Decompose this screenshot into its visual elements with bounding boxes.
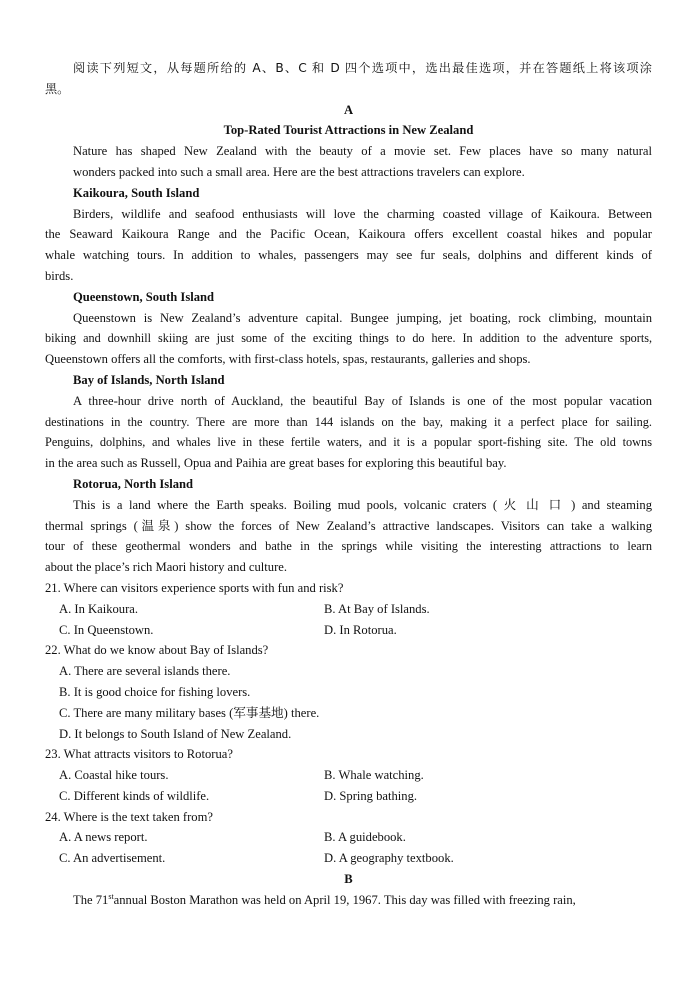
option-a[interactable]: A. In Kaikoura.	[59, 601, 139, 616]
section-b-first-line	[45, 890, 652, 911]
place-line: about the place’s rich Maori history and culture.	[45, 560, 288, 575]
question-stem: 21. Where can visitors experience sports with fun and risk?	[45, 580, 344, 595]
place-rotorua	[45, 474, 652, 578]
place-line: Penguins, dolphins, and whales live in these fertile waters, and it is a popular sport-fishing site. The old towns	[45, 435, 652, 450]
option-d[interactable]: D. Spring bathing.	[324, 788, 418, 803]
question-stem: 22. What do we know about Bay of Islands?	[45, 643, 269, 658]
place-line: whale watching tours. In addition to whales, passengers may see fur seals, dolphins and different kinds of	[45, 248, 652, 263]
place-line: in the area such as Russell, Opua and Paihia are great bases for exploring this beautiful bay.	[45, 456, 507, 471]
question-24	[45, 807, 652, 869]
instruction-line: 阅读下列短文，从每题所给的 A、B、C 和 D 四个选项中，选出最佳选项，并在答题纸上将该项涂	[73, 61, 652, 75]
option-c[interactable]: C. Different kinds of wildlife.	[59, 788, 210, 803]
option-d[interactable]: D. It belongs to South Island of New Zealand.	[59, 726, 292, 741]
place-bay-of-islands	[45, 370, 652, 474]
place-heading: Kaikoura, South Island	[73, 185, 200, 200]
place-line: tour of these geothermal wonders and bathe in the springs while visiting the interesting attractions to learn	[45, 539, 652, 554]
option-d[interactable]: D. A geography textbook.	[324, 851, 454, 866]
intro-line: wonders packed into such a small area. Here are the best attractions travelers can explore.	[73, 164, 525, 179]
intro-line: Nature has shaped New Zealand with the beauty of a movie set. Few places have so many natural	[73, 144, 652, 159]
place-line: Queenstown is New Zealand’s adventure capital. Bungee jumping, jet boating, rock climbing, mountain	[73, 310, 652, 325]
place-line: the Seaward Kaikoura Range and the Pacific Ocean, Kaikoura offers excellent coastal hikes and popular	[45, 227, 652, 242]
place-line: Queenstown offers all the comforts, with first-class hotels, spas, restaurants, galleries and shops.	[45, 352, 531, 367]
place-line: biking and downhill skiing are just some of the exciting things to do here. In addition to the adventure sports,	[45, 331, 652, 346]
question-stem: 23. What attracts visitors to Rotorua?	[45, 747, 233, 762]
option-b[interactable]: B. A guidebook.	[324, 830, 406, 845]
passage-intro	[45, 141, 652, 183]
place-line: Birders, wildlife and seafood enthusiasts will love the charming coasted village of Kaikoura. Between	[73, 206, 652, 221]
place-line: thermal springs (温泉) show the forces of New Zealand’s attractive landscapes. Visitors can take a walking	[45, 518, 652, 533]
place-queenstown	[45, 287, 652, 370]
ordinal-suffix: st	[108, 891, 114, 901]
instruction-line: 黑。	[45, 81, 70, 96]
option-b[interactable]: B. Whale watching.	[324, 768, 424, 783]
place-line: destinations in the country. There are more than 144 islands on the bay, making it a perfect place for sailing.	[45, 414, 652, 429]
option-a[interactable]: A. A news report.	[59, 830, 148, 845]
option-a[interactable]: A. Coastal hike tours.	[59, 768, 169, 783]
option-a[interactable]: A. There are several islands there.	[59, 664, 231, 679]
section-b-text-pre: The 71	[73, 892, 109, 907]
passage-title: Top-Rated Tourist Attractions in New Zealand	[223, 123, 474, 138]
option-b[interactable]: B. It is good choice for fishing lovers.	[59, 684, 251, 699]
section-letter-a: A	[343, 102, 354, 117]
question-22	[45, 640, 652, 744]
place-line: A three-hour drive north of Auckland, the beautiful Bay of Islands is one of the most popular vacation	[73, 393, 652, 408]
option-b[interactable]: B. At Bay of Islands.	[324, 601, 430, 616]
place-line: birds.	[45, 268, 74, 283]
question-stem: 24. Where is the text taken from?	[45, 809, 213, 824]
place-heading: Rotorua, North Island	[73, 476, 194, 491]
option-c[interactable]: C. An advertisement.	[59, 851, 166, 866]
option-c[interactable]: C. There are many military bases (军事基地) there.	[59, 705, 320, 720]
section-letter-b: B	[344, 872, 353, 887]
section-b-text-post: annual Boston Marathon was held on April 19, 1967. This day was filled with freezing rain,	[113, 892, 576, 907]
place-heading: Bay of Islands, North Island	[73, 372, 225, 387]
place-heading: Queenstown, South Island	[73, 289, 215, 304]
question-21	[45, 578, 652, 640]
place-line: This is a land where the Earth speaks. Boiling mud pools, volcanic craters ( 火 山 口 ) and steaming	[73, 497, 652, 512]
instruction	[45, 58, 652, 100]
place-kaikoura	[45, 183, 652, 287]
option-d[interactable]: D. In Rotorua.	[324, 622, 397, 637]
question-23	[45, 744, 652, 806]
option-c[interactable]: C. In Queenstown.	[59, 622, 154, 637]
